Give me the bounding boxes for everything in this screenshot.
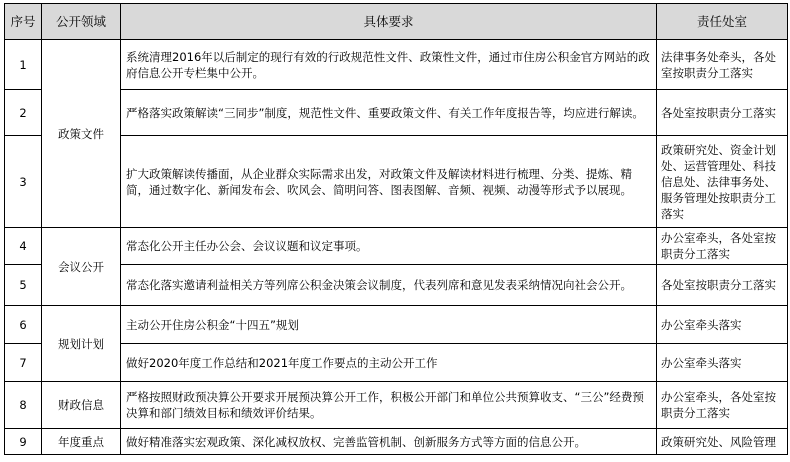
row-num: 6 (5, 306, 42, 344)
area-cell: 财政信息 (42, 382, 121, 429)
requirement-cell: 主动公开住房公积金“十四五”规划 (121, 306, 657, 344)
table-row (5, 382, 788, 429)
row-num: 5 (5, 265, 42, 306)
table-row (5, 306, 788, 344)
table-row (5, 228, 788, 265)
area-cell: 政策文件 (42, 40, 121, 228)
area-cell: 规划计划 (42, 306, 121, 382)
department-cell: 办公室牵头，各处室按职责分工落实 (657, 228, 788, 265)
department-cell: 政策研究处、资金计划处、运营管理处、科技信息处、法律事务处、服务管理处按职责分工落实 (657, 136, 788, 228)
header-num: 序号 (5, 4, 42, 40)
requirement-cell: 做好精准落实宏观政策、深化减权放权、完善监管机制、创新服务方式等方面的信息公开。 (121, 429, 657, 455)
department-cell: 各处室按职责分工落实 (657, 265, 788, 306)
row-num: 8 (5, 382, 42, 429)
table-row (5, 40, 788, 90)
row-num: 1 (5, 40, 42, 90)
header-area: 公开领域 (42, 4, 121, 40)
area-cell: 年度重点 (42, 429, 121, 455)
table-row (5, 136, 788, 228)
table-row (5, 265, 788, 306)
row-num: 9 (5, 429, 42, 455)
table-row (5, 90, 788, 136)
department-cell: 政策研究处、风险管理 (657, 429, 788, 455)
row-num: 4 (5, 228, 42, 265)
requirement-cell: 做好2020年度工作总结和2021年度工作要点的主动公开工作 (121, 344, 657, 382)
row-num: 2 (5, 90, 42, 136)
area-cell: 会议公开 (42, 228, 121, 306)
row-num: 3 (5, 136, 42, 228)
header-dept: 责任处室 (657, 4, 788, 40)
requirement-cell: 严格按照财政预决算公开要求开展预决算公开工作，积极公开部门和单位公共预算收支、“三公”经费预决算和部门绩效目标和绩效评价结果。 (121, 382, 657, 429)
disclosure-tasks-table (4, 3, 788, 455)
table-row (5, 344, 788, 382)
department-cell: 各处室按职责分工落实 (657, 90, 788, 136)
row-num: 7 (5, 344, 42, 382)
department-cell: 办公室牵头落实 (657, 306, 788, 344)
department-cell: 办公室牵头落实 (657, 344, 788, 382)
requirement-cell: 常态化落实邀请利益相关方等列席公积金决策会议制度，代表列席和意见发表采纳情况向社会公开。 (121, 265, 657, 306)
department-cell: 办公室牵头，各处室按职责分工落实 (657, 382, 788, 429)
table-header-row (5, 4, 788, 40)
table-row (5, 429, 788, 455)
header-req: 具体要求 (121, 4, 657, 40)
requirement-cell: 严格落实政策解读“三同步”制度，规范性文件、重要政策文件、有关工作年度报告等，均应进行解读。 (121, 90, 657, 136)
requirement-cell: 扩大政策解读传播面，从企业群众实际需求出发，对政策文件及解读材料进行梳理、分类、提炼、精简，通过数字化、新闻发布会、吹风会、简明问答、图表图解、音频、视频、动漫等形式予以展现。 (121, 136, 657, 228)
requirement-cell: 常态化公开主任办公会、会议议题和议定事项。 (121, 228, 657, 265)
requirement-cell: 系统清理2016年以后制定的现行有效的行政规范性文件、政策性文件，通过市住房公积金官方网站的政府信息公开专栏集中公开。 (121, 40, 657, 90)
department-cell: 法律事务处牵头，各处室按职责分工落实 (657, 40, 788, 90)
